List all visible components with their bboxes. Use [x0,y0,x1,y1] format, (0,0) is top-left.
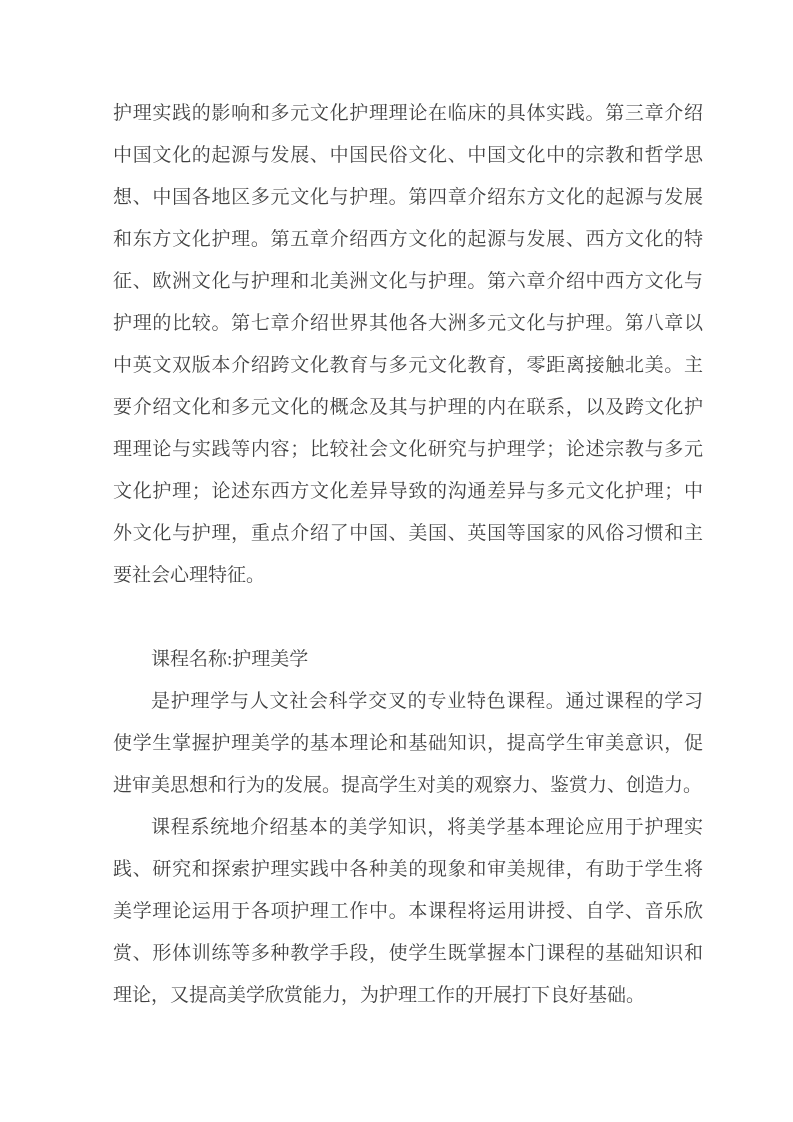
text-line: 护理的比较。第七章介绍世界其他各大洲多元文化与护理。第八章以 [113,313,703,334]
text-line: 文化护理；论述东西方文化差异导致的沟通差异与多元文化护理；中 [113,481,703,502]
text-line: 中国文化的起源与发展、中国民俗文化、中国文化中的宗教和哲学思 [113,145,703,166]
text-line: 进审美思想和行为的发展。提高学生对美的观察力、鉴赏力、创造力。 [113,775,703,796]
text-line: 想、中国各地区多元文化与护理。第四章介绍东方文化的起源与发展 [113,187,703,208]
text-line: 是护理学与人文社会科学交叉的专业特色课程。通过课程的学习 [151,691,703,712]
text-line: 赏、形体训练等多种教学手段，使学生既掌握本门课程的基础知识和 [113,943,703,964]
document-body [113,93,703,1017]
text-line: 中英文双版本介绍跨文化教育与多元文化教育，零距离接触北美。主 [113,355,703,376]
paragraph [113,93,703,597]
text-line: 课程系统地介绍基本的美学知识，将美学基本理论应用于护理实 [151,817,703,838]
text-line: 征、欧洲文化与护理和北美洲文化与护理。第六章介绍中西方文化与 [113,271,703,292]
text-line: 要社会心理特征。 [113,565,266,586]
text-line: 和东方文化护理。第五章介绍西方文化的起源与发展、西方文化的特 [113,229,703,250]
text-line: 外文化与护理，重点介绍了中国、美国、英国等国家的风俗习惯和主 [113,523,703,544]
paragraph [113,681,703,807]
paragraph [113,639,703,681]
paragraph [113,807,703,1017]
text-line: 护理实践的影响和多元文化护理理论在临床的具体实践。第三章介绍 [113,103,703,124]
text-line: 课程名称:护理美学 [151,649,309,670]
text-line: 践、研究和探索护理实践中各种美的现象和审美规律，有助于学生将 [113,859,703,880]
text-line: 要介绍文化和多元文化的概念及其与护理的内在联系，以及跨文化护 [113,397,703,418]
text-line: 使学生掌握护理美学的基本理论和基础知识，提高学生审美意识，促 [113,733,703,754]
text-line: 美学理论运用于各项护理工作中。本课程将运用讲授、自学、音乐欣 [113,901,703,922]
text-line: 理论，又提高美学欣赏能力，为护理工作的开展打下良好基础。 [113,985,646,1006]
text-line: 理理论与实践等内容；比较社会文化研究与护理学；论述宗教与多元 [113,439,703,460]
